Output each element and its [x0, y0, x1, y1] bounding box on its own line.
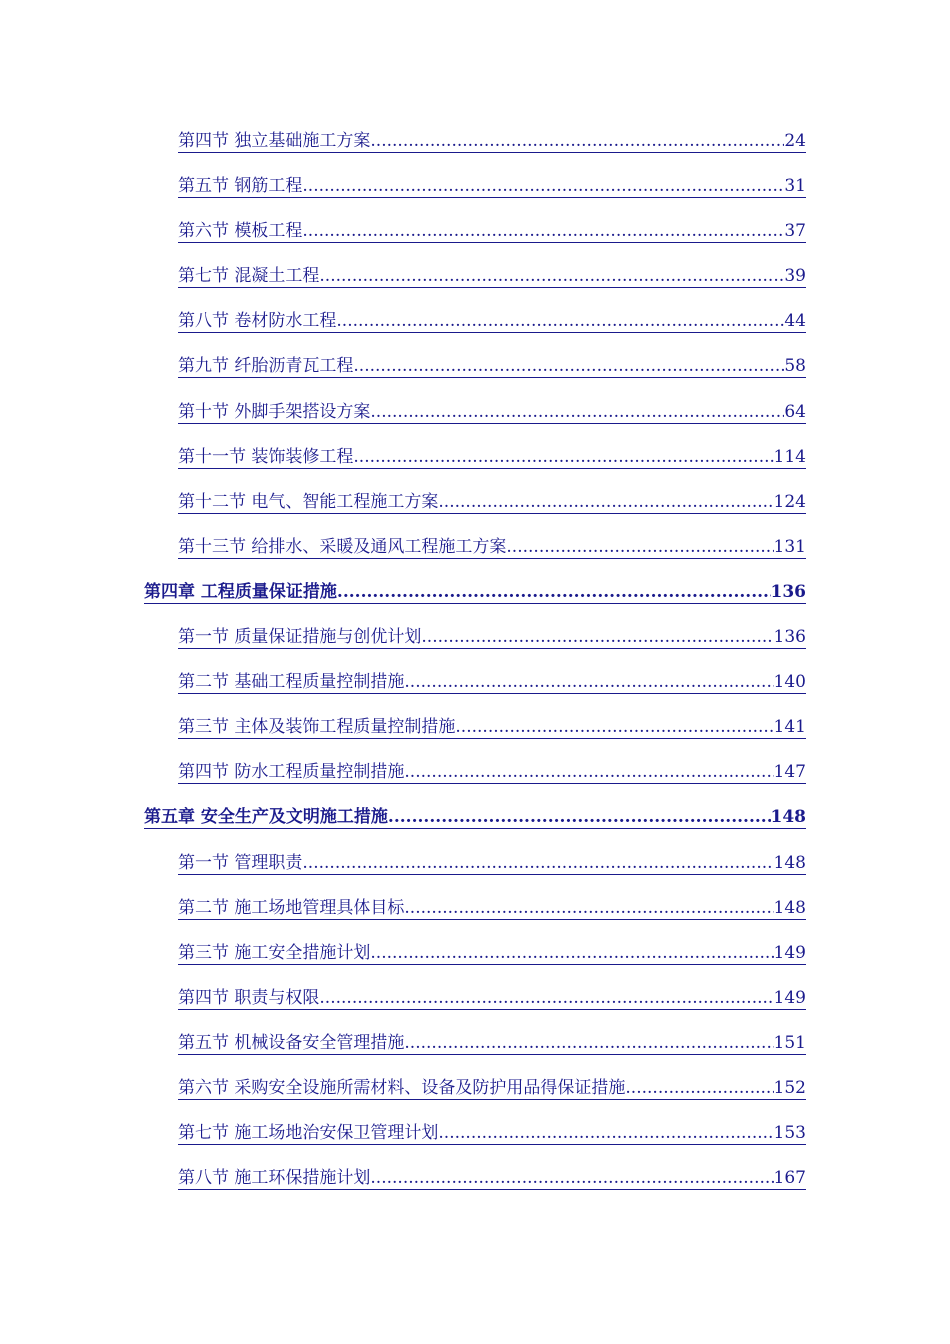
toc-entry-page-number: 58 [784, 356, 806, 377]
toc-entry-line [178, 261, 806, 288]
toc-entry-page-number: 24 [784, 131, 806, 151]
toc-entry-line [178, 1028, 806, 1055]
toc-section-link[interactable] [0, 171, 950, 216]
toc-section-link[interactable] [0, 216, 950, 261]
toc-entry-page-number: 148 [773, 852, 806, 873]
dot-leader [404, 1033, 773, 1054]
dot-leader [388, 807, 771, 828]
toc-section-link[interactable] [0, 261, 950, 306]
toc-entry-page-number: 152 [773, 1077, 806, 1098]
toc-chapter-link[interactable] [0, 802, 950, 847]
toc-entry-line [178, 216, 806, 243]
toc-entry-title: 第四节 独立基础施工方案 [178, 131, 371, 151]
dot-leader [404, 672, 773, 693]
toc-entry-title: 第十一节 装饰装修工程 [178, 446, 354, 467]
toc-entry-title: 第四节 职责与权限 [178, 987, 320, 1008]
dot-leader [421, 627, 773, 648]
toc-entry-line [178, 442, 806, 469]
toc-entry-line [178, 712, 806, 739]
toc-section-link[interactable] [0, 848, 950, 893]
toc-section-link[interactable] [0, 126, 950, 171]
dot-leader [370, 402, 784, 423]
toc-entry-line [178, 622, 806, 649]
toc-section-link[interactable] [0, 1118, 950, 1163]
toc-entry-page-number: 136 [773, 627, 806, 648]
toc-section-link[interactable] [0, 442, 950, 487]
toc-entry-page-number: 44 [784, 311, 806, 332]
dot-leader [336, 311, 784, 332]
dot-leader [302, 176, 784, 197]
toc-entry-line [178, 848, 806, 875]
toc-entry-title: 第九节 纤胎沥青瓦工程 [178, 356, 354, 377]
toc-entry-title: 第二节 基础工程质量控制措施 [178, 672, 405, 693]
toc-entry-title: 第五节 机械设备安全管理措施 [178, 1032, 405, 1053]
dot-leader [370, 943, 773, 964]
toc-entry-title: 第四章 工程质量保证措施 [144, 581, 337, 602]
toc-entry-line [178, 1163, 806, 1190]
dot-leader [302, 853, 773, 874]
toc-section-link[interactable] [0, 622, 950, 667]
toc-entry-title: 第六节 模板工程 [178, 221, 303, 242]
toc-entry-line [178, 667, 806, 694]
toc-section-link[interactable] [0, 938, 950, 983]
table-of-contents [0, 126, 950, 1208]
toc-section-link[interactable] [0, 351, 950, 396]
toc-entry-title: 第七节 混凝土工程 [178, 266, 320, 287]
toc-entry-title: 第五节 钢筋工程 [178, 176, 303, 197]
dot-leader [506, 537, 773, 558]
toc-entry-page-number: 167 [773, 1168, 806, 1189]
toc-entry-page-number: 151 [773, 1032, 806, 1053]
toc-entry-line [178, 1073, 806, 1100]
toc-entry-page-number: 141 [773, 717, 806, 738]
toc-section-link[interactable] [0, 532, 950, 577]
dot-leader [302, 221, 784, 242]
toc-entry-page-number: 140 [773, 672, 806, 693]
toc-section-link[interactable] [0, 712, 950, 757]
toc-entry-line [178, 983, 806, 1010]
toc-entry-line [178, 893, 806, 920]
toc-entry-line [178, 126, 806, 153]
toc-section-link[interactable] [0, 893, 950, 938]
toc-entry-line [178, 397, 806, 424]
toc-entry-line [178, 306, 806, 333]
toc-entry-title: 第一节 质量保证措施与创优计划 [178, 627, 422, 648]
toc-entry-title: 第五章 安全生产及文明施工措施 [144, 807, 388, 828]
toc-entry-line [144, 802, 806, 829]
toc-entry-title: 第三节 施工安全措施计划 [178, 942, 371, 963]
toc-entry-title: 第七节 施工场地治安保卫管理计划 [178, 1123, 439, 1144]
toc-entry-title: 第十二节 电气、智能工程施工方案 [178, 491, 439, 512]
toc-entry-page-number: 124 [773, 491, 806, 512]
toc-entry-title: 第十节 外脚手架搭设方案 [178, 401, 371, 422]
toc-entry-title: 第三节 主体及装饰工程质量控制措施 [178, 717, 456, 738]
toc-entry-page-number: 136 [770, 581, 806, 602]
toc-entry-page-number: 64 [784, 401, 806, 422]
toc-entry-line [178, 1118, 806, 1145]
toc-entry-title: 第一节 管理职责 [178, 852, 303, 873]
dot-leader [319, 988, 773, 1009]
dot-leader [370, 131, 784, 152]
toc-entry-page-number: 147 [773, 762, 806, 783]
toc-chapter-link[interactable] [0, 577, 950, 622]
dot-leader [319, 266, 784, 287]
toc-section-link[interactable] [0, 667, 950, 712]
toc-section-link[interactable] [0, 306, 950, 351]
toc-entry-title: 第四节 防水工程质量控制措施 [178, 762, 405, 783]
toc-section-link[interactable] [0, 1073, 950, 1118]
toc-entry-page-number: 153 [773, 1123, 806, 1144]
toc-entry-page-number: 149 [773, 942, 806, 963]
toc-section-link[interactable] [0, 397, 950, 442]
toc-entry-page-number: 39 [784, 266, 806, 287]
toc-section-link[interactable] [0, 1028, 950, 1073]
toc-entry-line [178, 757, 806, 784]
dot-leader [455, 717, 773, 738]
toc-section-link[interactable] [0, 983, 950, 1028]
toc-entry-page-number: 131 [773, 536, 806, 557]
toc-entry-line [144, 577, 806, 604]
toc-entry-line [178, 487, 806, 514]
dot-leader [404, 898, 773, 919]
toc-section-link[interactable] [0, 487, 950, 532]
dot-leader [625, 1078, 773, 1099]
toc-section-link[interactable] [0, 757, 950, 802]
dot-leader [438, 1123, 773, 1144]
toc-entry-line [178, 171, 806, 198]
toc-entry-title: 第二节 施工场地管理具体目标 [178, 897, 405, 918]
dot-leader [404, 762, 773, 783]
dot-leader [337, 582, 771, 603]
dot-leader [353, 356, 784, 377]
toc-entry-line [178, 532, 806, 559]
toc-entry-page-number: 31 [784, 176, 806, 197]
toc-section-link[interactable] [0, 1163, 950, 1208]
toc-entry-title: 第八节 施工环保措施计划 [178, 1168, 371, 1189]
toc-entry-page-number: 114 [773, 446, 806, 467]
toc-entry-title: 第八节 卷材防水工程 [178, 311, 337, 332]
toc-entry-line [178, 938, 806, 965]
toc-entry-title: 第十三节 给排水、采暖及通风工程施工方案 [178, 536, 507, 557]
toc-entry-title: 第六节 采购安全设施所需材料、设备及防护用品得保证措施 [178, 1077, 626, 1098]
dot-leader [438, 492, 773, 513]
toc-entry-page-number: 148 [770, 807, 806, 828]
toc-entry-page-number: 148 [773, 897, 806, 918]
dot-leader [370, 1168, 773, 1189]
toc-entry-line [178, 351, 806, 378]
toc-entry-page-number: 149 [773, 987, 806, 1008]
dot-leader [353, 447, 773, 468]
toc-entry-page-number: 37 [784, 221, 806, 242]
